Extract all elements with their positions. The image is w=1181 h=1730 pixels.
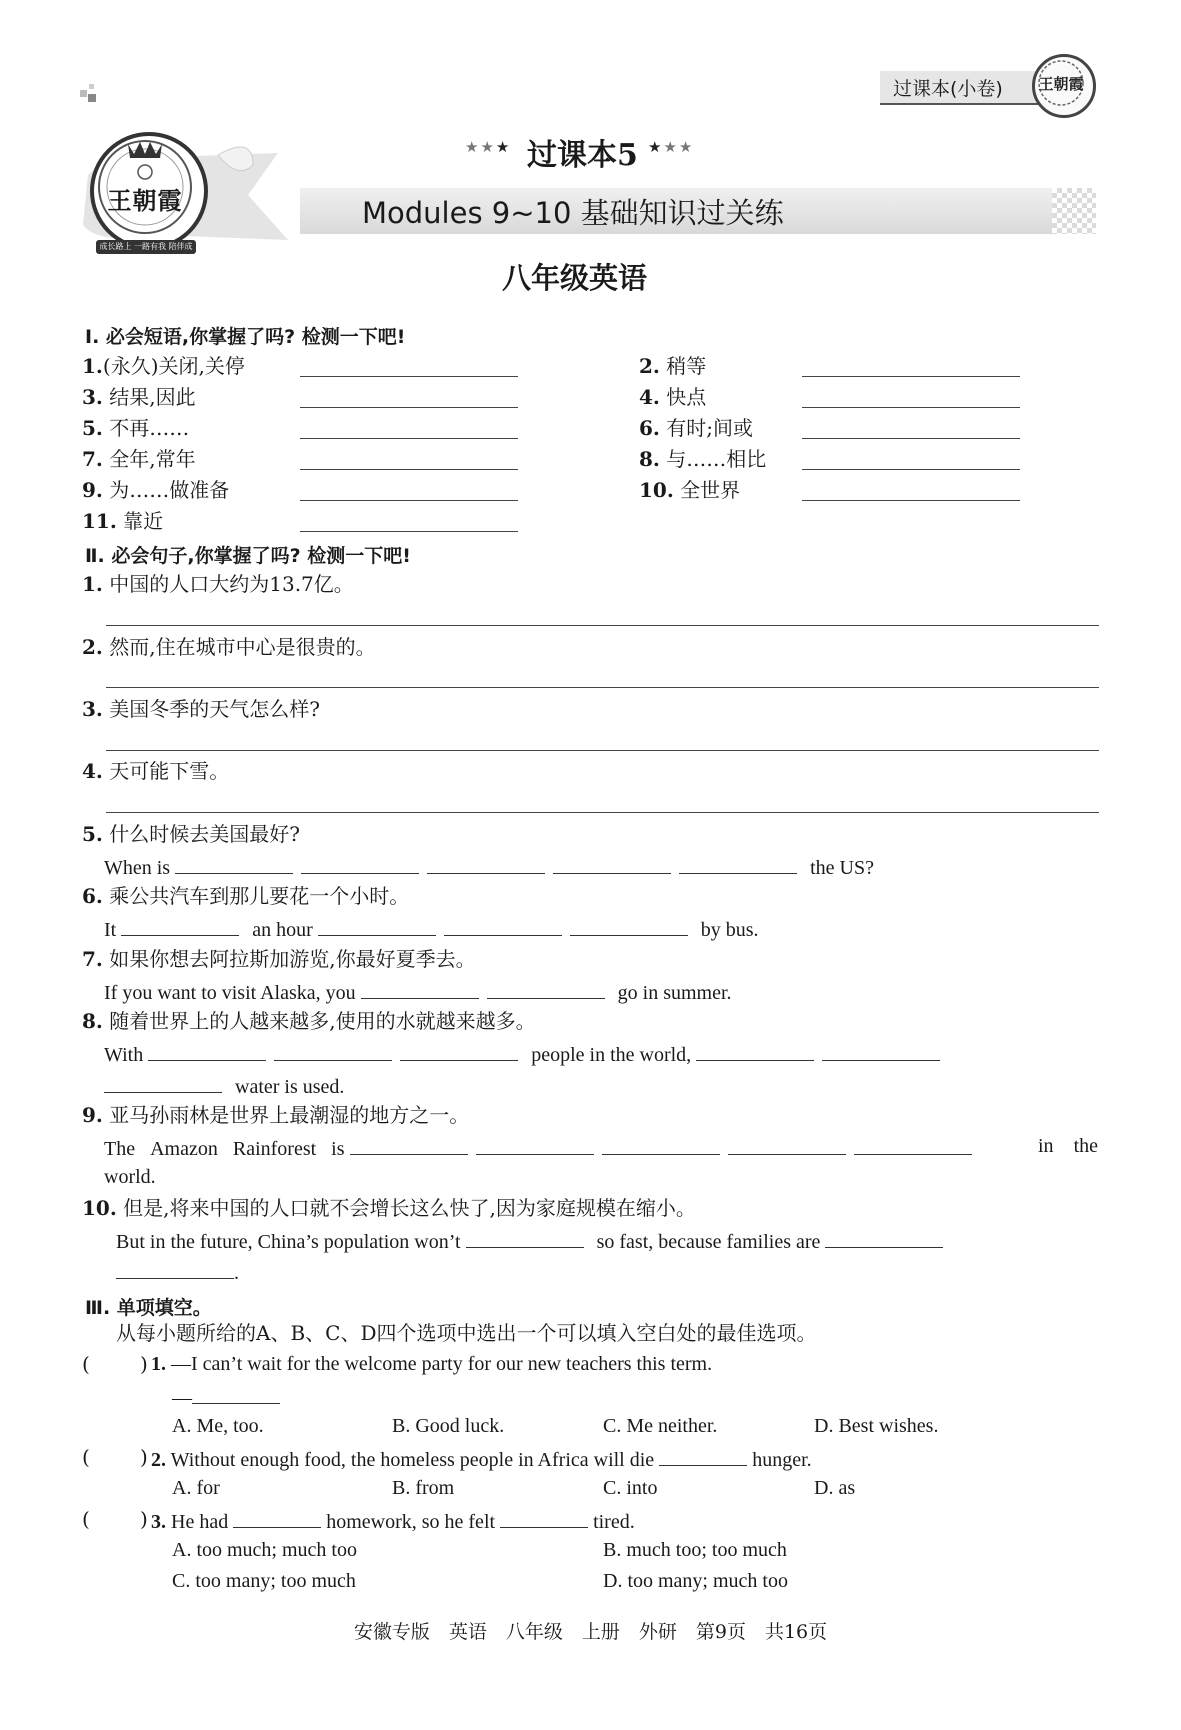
phrase-item: 1.(永久)关闭,关停 [82,354,245,378]
answer-line[interactable] [106,750,1099,751]
fill-sentence: . [116,1256,239,1287]
phrase-item: 4. 快点 [639,385,707,409]
option-d[interactable]: D. too many; much too [603,1570,788,1592]
sentence-item: 2. 然而,住在城市中心是很贵的。 [82,635,376,659]
answer-bracket[interactable]: ) [140,1445,148,1469]
answer-line[interactable] [802,500,1020,501]
answer-line[interactable] [300,407,518,408]
blank[interactable] [427,851,545,874]
mc-reply: — [172,1381,280,1412]
blank[interactable] [822,1038,940,1061]
phrase-item: 8. 与……相比 [639,447,767,471]
option-d[interactable]: D. Best wishes. [814,1415,939,1437]
page-footer: 安徽专版 英语 八年级 上册 外研 第9页 共16页 [353,1621,828,1643]
corner-deco [80,84,100,104]
blank[interactable] [301,851,419,874]
sentence-item: 1. 中国的人口大约为13.7亿。 [82,572,354,596]
fill-sentence: It an hour by bus. [104,913,759,944]
blank[interactable] [659,1443,747,1466]
blank[interactable] [602,1132,720,1155]
phrase-item: 10. 全世界 [639,478,741,502]
section2-heading: Ⅱ. 必会句子,你掌握了吗? 检测一下吧! [85,545,411,567]
fill-sentence: water is used. [104,1070,344,1101]
answer-line[interactable] [300,376,518,377]
blank[interactable] [476,1132,594,1155]
blank[interactable] [570,913,688,936]
blank[interactable] [500,1505,588,1528]
blank[interactable] [233,1505,321,1528]
option-b[interactable]: B. from [392,1477,455,1499]
phrase-item: 6. 有时;间或 [639,416,753,440]
blank[interactable] [854,1132,972,1155]
fill-sentence: With people in the world, [104,1038,948,1069]
option-b[interactable]: B. Good luck. [392,1415,505,1437]
series-title: 过课本5 [527,138,638,173]
mc-question: 3. He had homework, so he felt tired. [151,1505,635,1536]
blank[interactable] [487,976,605,999]
fill-sentence: The Amazon Rainforest is in the [104,1132,1098,1163]
blank[interactable] [274,1038,392,1061]
blank[interactable] [728,1132,846,1155]
blank[interactable] [553,851,671,874]
option-d[interactable]: D. as [814,1477,856,1499]
answer-line[interactable] [802,407,1020,408]
fill-sentence: world. [104,1166,156,1188]
banner-checker [1052,188,1096,234]
phrase-item: 11. 靠近 [82,509,164,533]
series-stars-right: ★★★ [648,138,695,156]
answer-bracket[interactable]: ( [82,1507,90,1531]
mc-question: 2. Without enough food, the homeless people in Africa will die hunger. [151,1443,812,1474]
option-a[interactable]: A. too much; much too [172,1539,357,1561]
answer-line[interactable] [300,438,518,439]
blank[interactable] [104,1070,222,1093]
blank[interactable] [116,1256,234,1279]
blank[interactable] [825,1225,943,1248]
phrase-item: 9. 为……做准备 [82,478,230,502]
blank[interactable] [679,851,797,874]
answer-line[interactable] [802,469,1020,470]
sentence-item: 5. 什么时候去美国最好? [82,822,300,846]
option-c[interactable]: C. into [603,1477,658,1499]
sentence-item: 7. 如果你想去阿拉斯加游览,你最好夏季去。 [82,947,476,971]
answer-line[interactable] [106,687,1099,688]
book-tag: 过课本(小卷) [893,78,1003,100]
blank[interactable] [192,1381,280,1404]
subtitle: 八年级英语 [502,261,648,295]
phrase-item: 3. 结果,因此 [82,385,196,409]
answer-line[interactable] [300,500,518,501]
sentence-item: 3. 美国冬季的天气怎么样? [82,697,320,721]
answer-bracket[interactable]: ( [82,1445,90,1469]
blank[interactable] [696,1038,814,1061]
sentence-item: 8. 随着世界上的人越来越多,使用的水就越来越多。 [82,1009,536,1033]
answer-line[interactable] [802,438,1020,439]
blank[interactable] [350,1132,468,1155]
blank[interactable] [444,913,562,936]
option-a[interactable]: A. for [172,1477,220,1499]
answer-bracket[interactable]: ) [140,1352,148,1376]
mc-question: 1. —I can’t wait for the welcome party for our new teachers this term. [151,1353,713,1375]
answer-line[interactable] [300,469,518,470]
phrase-item: 2. 稍等 [639,354,707,378]
answer-line[interactable] [106,625,1099,626]
answer-line[interactable] [106,812,1099,813]
blank[interactable] [318,913,436,936]
instruction: 从每小题所给的A、B、C、D四个选项中选出一个可以填入空白处的最佳选项。 [116,1321,817,1345]
brand-slogan: 成长路上 一路有我 陪伴成长 [96,240,196,254]
fill-sentence: When is the US? [104,851,874,882]
blank[interactable] [400,1038,518,1061]
fill-sentence: But in the future, China’s population won’t so fast, because families are [116,1225,951,1256]
answer-line[interactable] [802,376,1020,377]
svg-text:王朝霞: 王朝霞 [1038,75,1084,93]
blank[interactable] [148,1038,266,1061]
main-title: Modules 9~10 基础知识过关练 [362,196,784,230]
answer-bracket[interactable]: ( [82,1352,90,1376]
phrase-item: 5. 不再…… [82,416,190,440]
blank[interactable] [175,851,293,874]
option-a[interactable]: A. Me, too. [172,1415,264,1437]
sentence-item: 6. 乘公共汽车到那儿要花一个小时。 [82,884,410,908]
blank[interactable] [121,913,239,936]
blank[interactable] [466,1225,584,1248]
phrase-item: 7. 全年,常年 [82,447,196,471]
answer-bracket[interactable]: ) [140,1507,148,1531]
blank[interactable] [361,976,479,999]
sentence-item: 9. 亚马孙雨林是世界上最潮湿的地方之一。 [82,1103,470,1127]
series-stars-left: ★★★ [465,138,512,156]
option-b[interactable]: B. much too; too much [603,1539,787,1561]
section1-heading: Ⅰ. 必会短语,你掌握了吗? 检测一下吧! [85,326,406,348]
option-c[interactable]: C. too many; too much [172,1570,356,1592]
sentence-item: 10. 但是,将来中国的人口就不会增长这么快了,因为家庭规模在缩小。 [82,1196,696,1220]
brand-logo [90,132,208,250]
brand-name: 王朝霞 [107,186,183,215]
option-c[interactable]: C. Me neither. [603,1415,718,1437]
sentence-item: 4. 天可能下雪。 [82,759,230,783]
brand-seal-small [1032,54,1096,118]
answer-line[interactable] [300,531,518,532]
section3-heading: Ⅲ. 单项填空。 [85,1297,212,1319]
fill-sentence: If you want to visit Alaska, you go in summer. [104,976,732,1007]
